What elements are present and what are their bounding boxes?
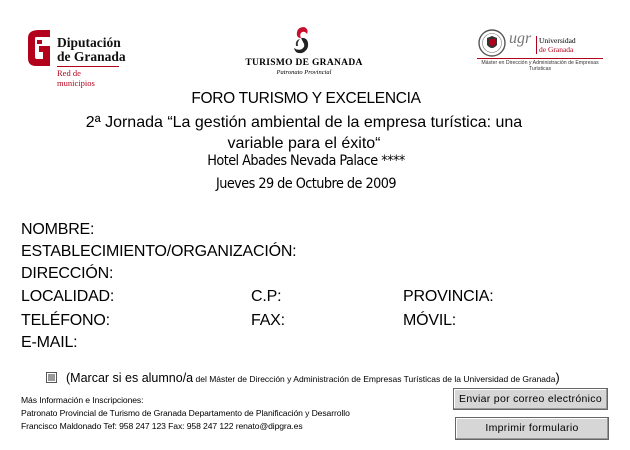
student-label-detail: del Máster de Dirección y Administración de Empresas Turísticas de la Universidad de Granada <box>193 374 556 384</box>
telefono-field[interactable]: TELÉFONO: <box>21 312 110 329</box>
hotel-name: Hotel Abades Nevada Palace **** <box>207 153 405 169</box>
cp-field[interactable]: C.P: <box>251 288 282 305</box>
turismo-subtitle: Patronato Provincial <box>276 69 332 76</box>
organizer-line: Patronato Provincial de Turismo de Granada Departamento de Planificación y Desarrollo <box>21 408 350 418</box>
diputacion-tagline: Red de municipios <box>57 66 119 88</box>
ugr-crest-icon <box>477 28 507 58</box>
ugr-master-caption: Máster en Dirección y Administración de Empresas Turísticas <box>477 58 603 72</box>
diputacion-logo-icon <box>24 28 54 68</box>
diputacion-logo <box>22 28 142 88</box>
email-field[interactable]: E-MAIL: <box>21 334 78 351</box>
student-label-close: ) <box>555 371 560 385</box>
ugr-logo <box>475 26 605 76</box>
direccion-field[interactable]: DIRECCIÓN: <box>21 265 114 282</box>
diputacion-name-line1: Diputación <box>57 35 121 50</box>
turismo-logo-icon <box>287 26 321 56</box>
turismo-name: TURISMO DE GRANADA <box>245 58 363 68</box>
student-checkbox[interactable] <box>46 372 57 383</box>
jornada-title: 2ª Jornada “La gestión ambiental de la empresa turística: una variable para el éxito“ <box>85 114 523 152</box>
establecimiento-field[interactable]: ESTABLECIMIENTO/ORGANIZACIÓN: <box>21 243 297 260</box>
provincia-field[interactable]: PROVINCIA: <box>403 288 494 305</box>
fax-field[interactable]: FAX: <box>251 312 285 329</box>
send-email-button[interactable]: Enviar por correo electrónico <box>453 388 608 410</box>
print-form-button[interactable]: Imprimir formulario <box>455 417 609 440</box>
localidad-field[interactable]: LOCALIDAD: <box>21 288 115 305</box>
ugr-name-line2: de Granada <box>539 45 574 54</box>
student-checkbox-label <box>66 369 560 387</box>
nombre-field[interactable]: NOMBRE: <box>21 221 95 238</box>
movil-field[interactable]: MÓVIL: <box>403 312 457 329</box>
forum-title: FORO TURISMO Y EXCELENCIA <box>191 90 421 107</box>
student-label-open: (Marcar si es alumno/a <box>66 371 194 385</box>
info-label: Más Información e Inscripciones: <box>21 395 144 405</box>
event-date: Jueves 29 de Octubre de 2009 <box>215 176 397 192</box>
diputacion-name-line2: de Granada <box>57 49 126 64</box>
contact-line: Francisco Maldonado Tef: 958 247 123 Fax: 958 247 122 renato@dipgra.es <box>21 421 303 431</box>
ugr-mark: ugr <box>509 30 532 47</box>
ugr-name-line1: Universidad <box>539 36 576 45</box>
turismo-logo <box>244 26 364 76</box>
ugr-name <box>536 36 576 54</box>
